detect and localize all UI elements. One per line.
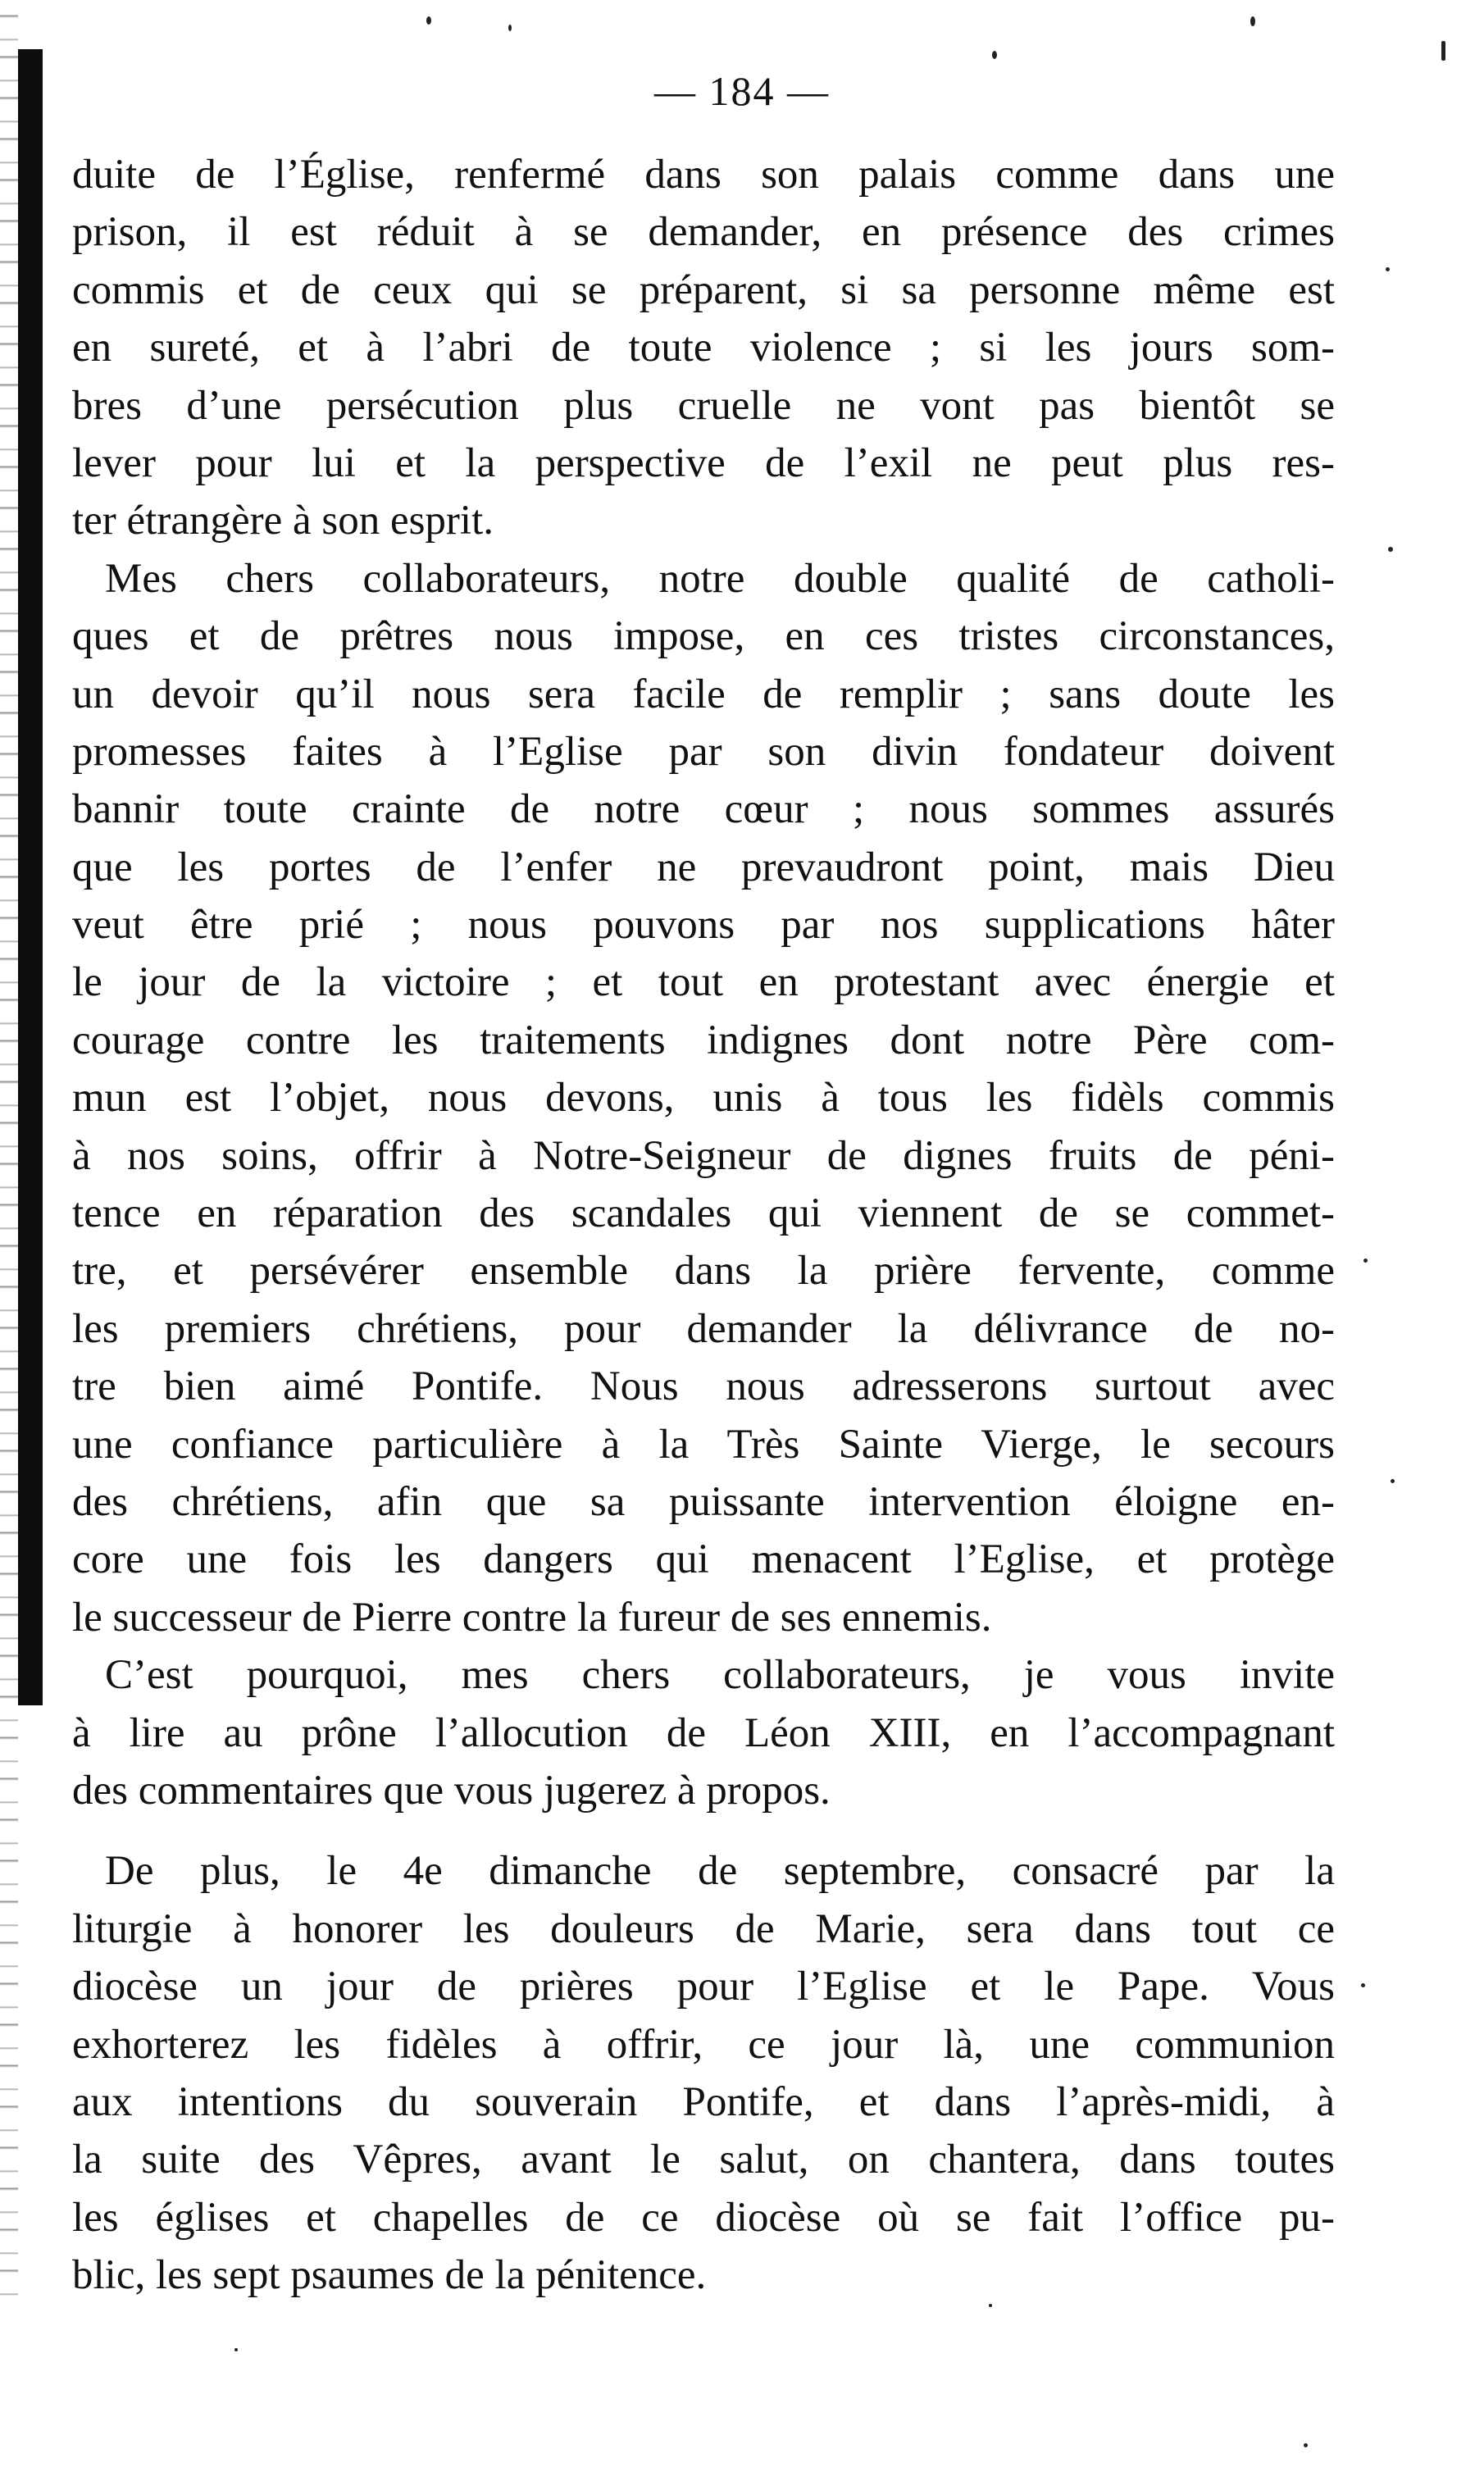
scan-speck [992,51,997,59]
scan-speck [1386,267,1390,271]
text-line: prison, il est réduit à se demander, en présence des crimes [72,209,1335,256]
text-line: bres d’une persécution plus cruelle ne vont pas bientôt se [72,382,1335,429]
text-line: tre, et persévérer ensemble dans la prière fervente, comme [72,1248,1335,1295]
text-line: aux intentions du souverain Pontife, et dans l’après-midi, à [72,2078,1335,2125]
text-line: courage contre les traitements indignes dont notre Père com- [72,1017,1335,1063]
text-line: tence en réparation des scandales qui viennent de se commet- [72,1190,1335,1237]
scan-speck [1388,547,1393,552]
text-line: une confiance particulière à la Très Sainte Vierge, le secours [72,1421,1335,1468]
text-line: commis et de ceux qui se préparent, si sa personne même est [72,266,1335,313]
text-line: à lire au prône l’allocution de Léon XIII, en l’accompagnant [72,1709,1335,1756]
text-line: des chrétiens, afin que sa puissante intervention éloigne en- [72,1478,1335,1525]
text-line: blic, les sept psaumes de la pénitence. [72,2252,707,2299]
text-line: exhorterez les fidèles à offrir, ce jour là, une communion [72,2021,1335,2068]
text-line: un devoir qu’il nous sera facile de remplir ; sans doute les [72,671,1335,717]
text-line: C’est pourquoi, mes chers collaborateurs, je vous invite [105,1652,1335,1699]
text-line: promesses faites à l’Eglise par son divin fondateur doivent [72,728,1335,775]
scan-speck [426,16,431,25]
page-number: — 184 — [654,68,830,114]
text-line: ter étrangère à son esprit. [72,498,494,544]
text-line: ques et de prêtres nous impose, en ces tristes circonstances, [72,613,1335,660]
scan-speck [234,2348,238,2351]
binding-edge-noise [0,0,18,2296]
scan-speck [1304,2443,1308,2447]
text-line: liturgie à honorer les douleurs de Marie, sera dans tout ce [72,1905,1335,1952]
scan-speck [1361,1983,1365,1987]
text-line: core une fois les dangers qui menacent l’Eglise, et protège [72,1536,1335,1583]
text-line: le jour de la victoire ; et tout en protestant avec énergie et [72,959,1335,1006]
text-line: les églises et chapelles de ce diocèse où se fait l’office pu- [72,2194,1335,2241]
text-line: les premiers chrétiens, pour demander la délivrance de no- [72,1305,1335,1352]
paragraph-gap [72,1819,1335,1842]
text-line: lever pour lui et la perspective de l’exil ne peut plus res- [72,439,1335,486]
text-line: veut être prié ; nous pouvons par nos supplications hâter [72,902,1335,949]
text-line: que les portes de l’enfer ne prevaudront point, mais Dieu [72,844,1335,890]
scan-speck [1250,16,1255,26]
text-line: Mes chers collaborateurs, notre double qualité de catholi- [105,555,1335,602]
text-line: la suite des Vêpres, avant le salut, on chantera, dans toutes [72,2137,1335,2183]
text-line: en sureté, et à l’abri de toute violence ; si les jours som- [72,325,1335,371]
text-line: duite de l’Église, renfermé dans son palais comme dans une [72,152,1335,198]
scan-speck [1363,1259,1368,1263]
text-line: mun est l’objet, nous devons, unis à tous les fidèls commis [72,1075,1335,1122]
text-line: à nos soins, offrir à Notre-Seigneur de dignes fruits de péni- [72,1132,1335,1179]
scan-speck [508,25,512,31]
text-line: des commentaires que vous jugerez à propos. [72,1767,831,1814]
scan-speck [1391,1479,1395,1483]
scan-speck [1441,41,1445,61]
text-line: diocèse un jour de prières pour l’Eglise et le Pape. Vous [72,1964,1335,2010]
text-line: tre bien aimé Pontife. Nous nous adresserons surtout avec [72,1363,1335,1410]
text-line: De plus, le 4e dimanche de septembre, consacré par la [105,1848,1335,1895]
binding-shadow [18,49,43,1705]
scan-speck [989,2304,992,2307]
text-line: bannir toute crainte de notre cœur ; nous sommes assurés [72,786,1335,833]
text-line: le successeur de Pierre contre la fureur de ses ennemis. [72,1594,992,1641]
body-text [72,146,1335,2304]
